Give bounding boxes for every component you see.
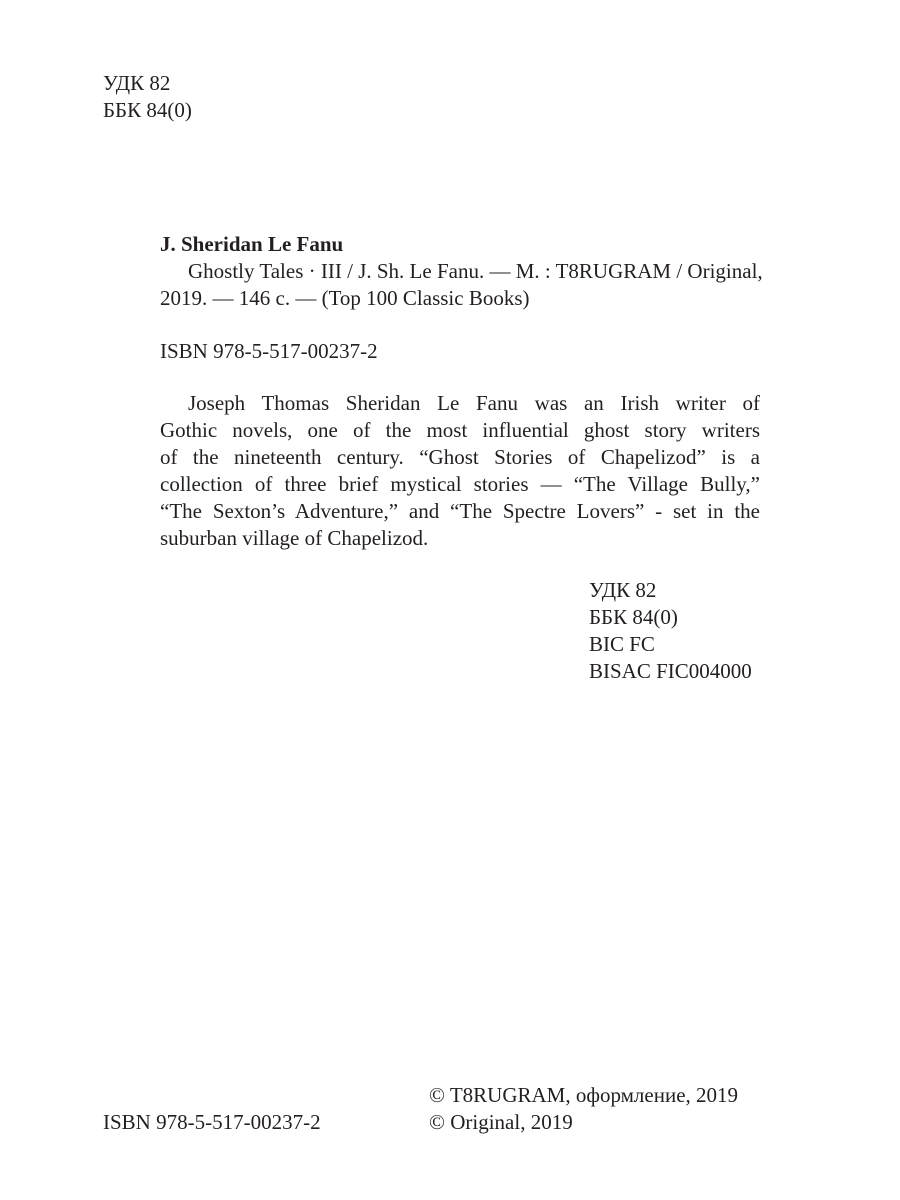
bbk-code: ББК 84(0)	[589, 605, 678, 629]
annotation-line: Gothic novels, one of the most influential ghost story writers	[160, 418, 760, 442]
copyright-line-2: © Original, 2019	[429, 1110, 573, 1134]
annotation-line: collection of three brief mystical stories — “The Village Bully,”	[160, 472, 760, 496]
copyright-notice	[429, 1082, 738, 1136]
copyright-line-1: © T8RUGRAM, оформление, 2019	[429, 1083, 739, 1107]
bic-code: BIC FC	[589, 632, 655, 656]
catalog-line-1: Ghostly Tales · III / J. Sh. Le Fanu. — M. : T8RUGRAM / Original,	[188, 259, 763, 283]
catalog-record	[160, 231, 763, 312]
annotation-line: of the nineteenth century. “Ghost Stories of Chapelizod” is a	[160, 445, 760, 469]
catalog-line-2: 2019. — 146 c. — (Top 100 Classic Books)	[160, 286, 530, 310]
annotation-paragraph	[160, 390, 760, 552]
udk-code: УДК 82	[103, 71, 171, 95]
annotation-line: suburban village of Chapelizod.	[160, 526, 429, 550]
isbn-main: ISBN 978-5-517-00237-2	[160, 339, 378, 363]
top-classification-codes	[103, 70, 192, 124]
classification-codes	[589, 577, 752, 685]
isbn-bottom: ISBN 978-5-517-00237-2	[103, 1110, 321, 1134]
annotation-line: Joseph Thomas Sheridan Le Fanu was an Irish writer of	[188, 391, 760, 415]
bisac-code: BISAC FIC004000	[589, 659, 752, 683]
udk-code: УДК 82	[589, 578, 657, 602]
bbk-code: ББК 84(0)	[103, 98, 192, 122]
author-heading: J. Sheridan Le Fanu	[160, 232, 344, 256]
annotation-line: “The Sexton’s Adventure,” and “The Spectre Lovers” - set in the	[160, 499, 760, 523]
